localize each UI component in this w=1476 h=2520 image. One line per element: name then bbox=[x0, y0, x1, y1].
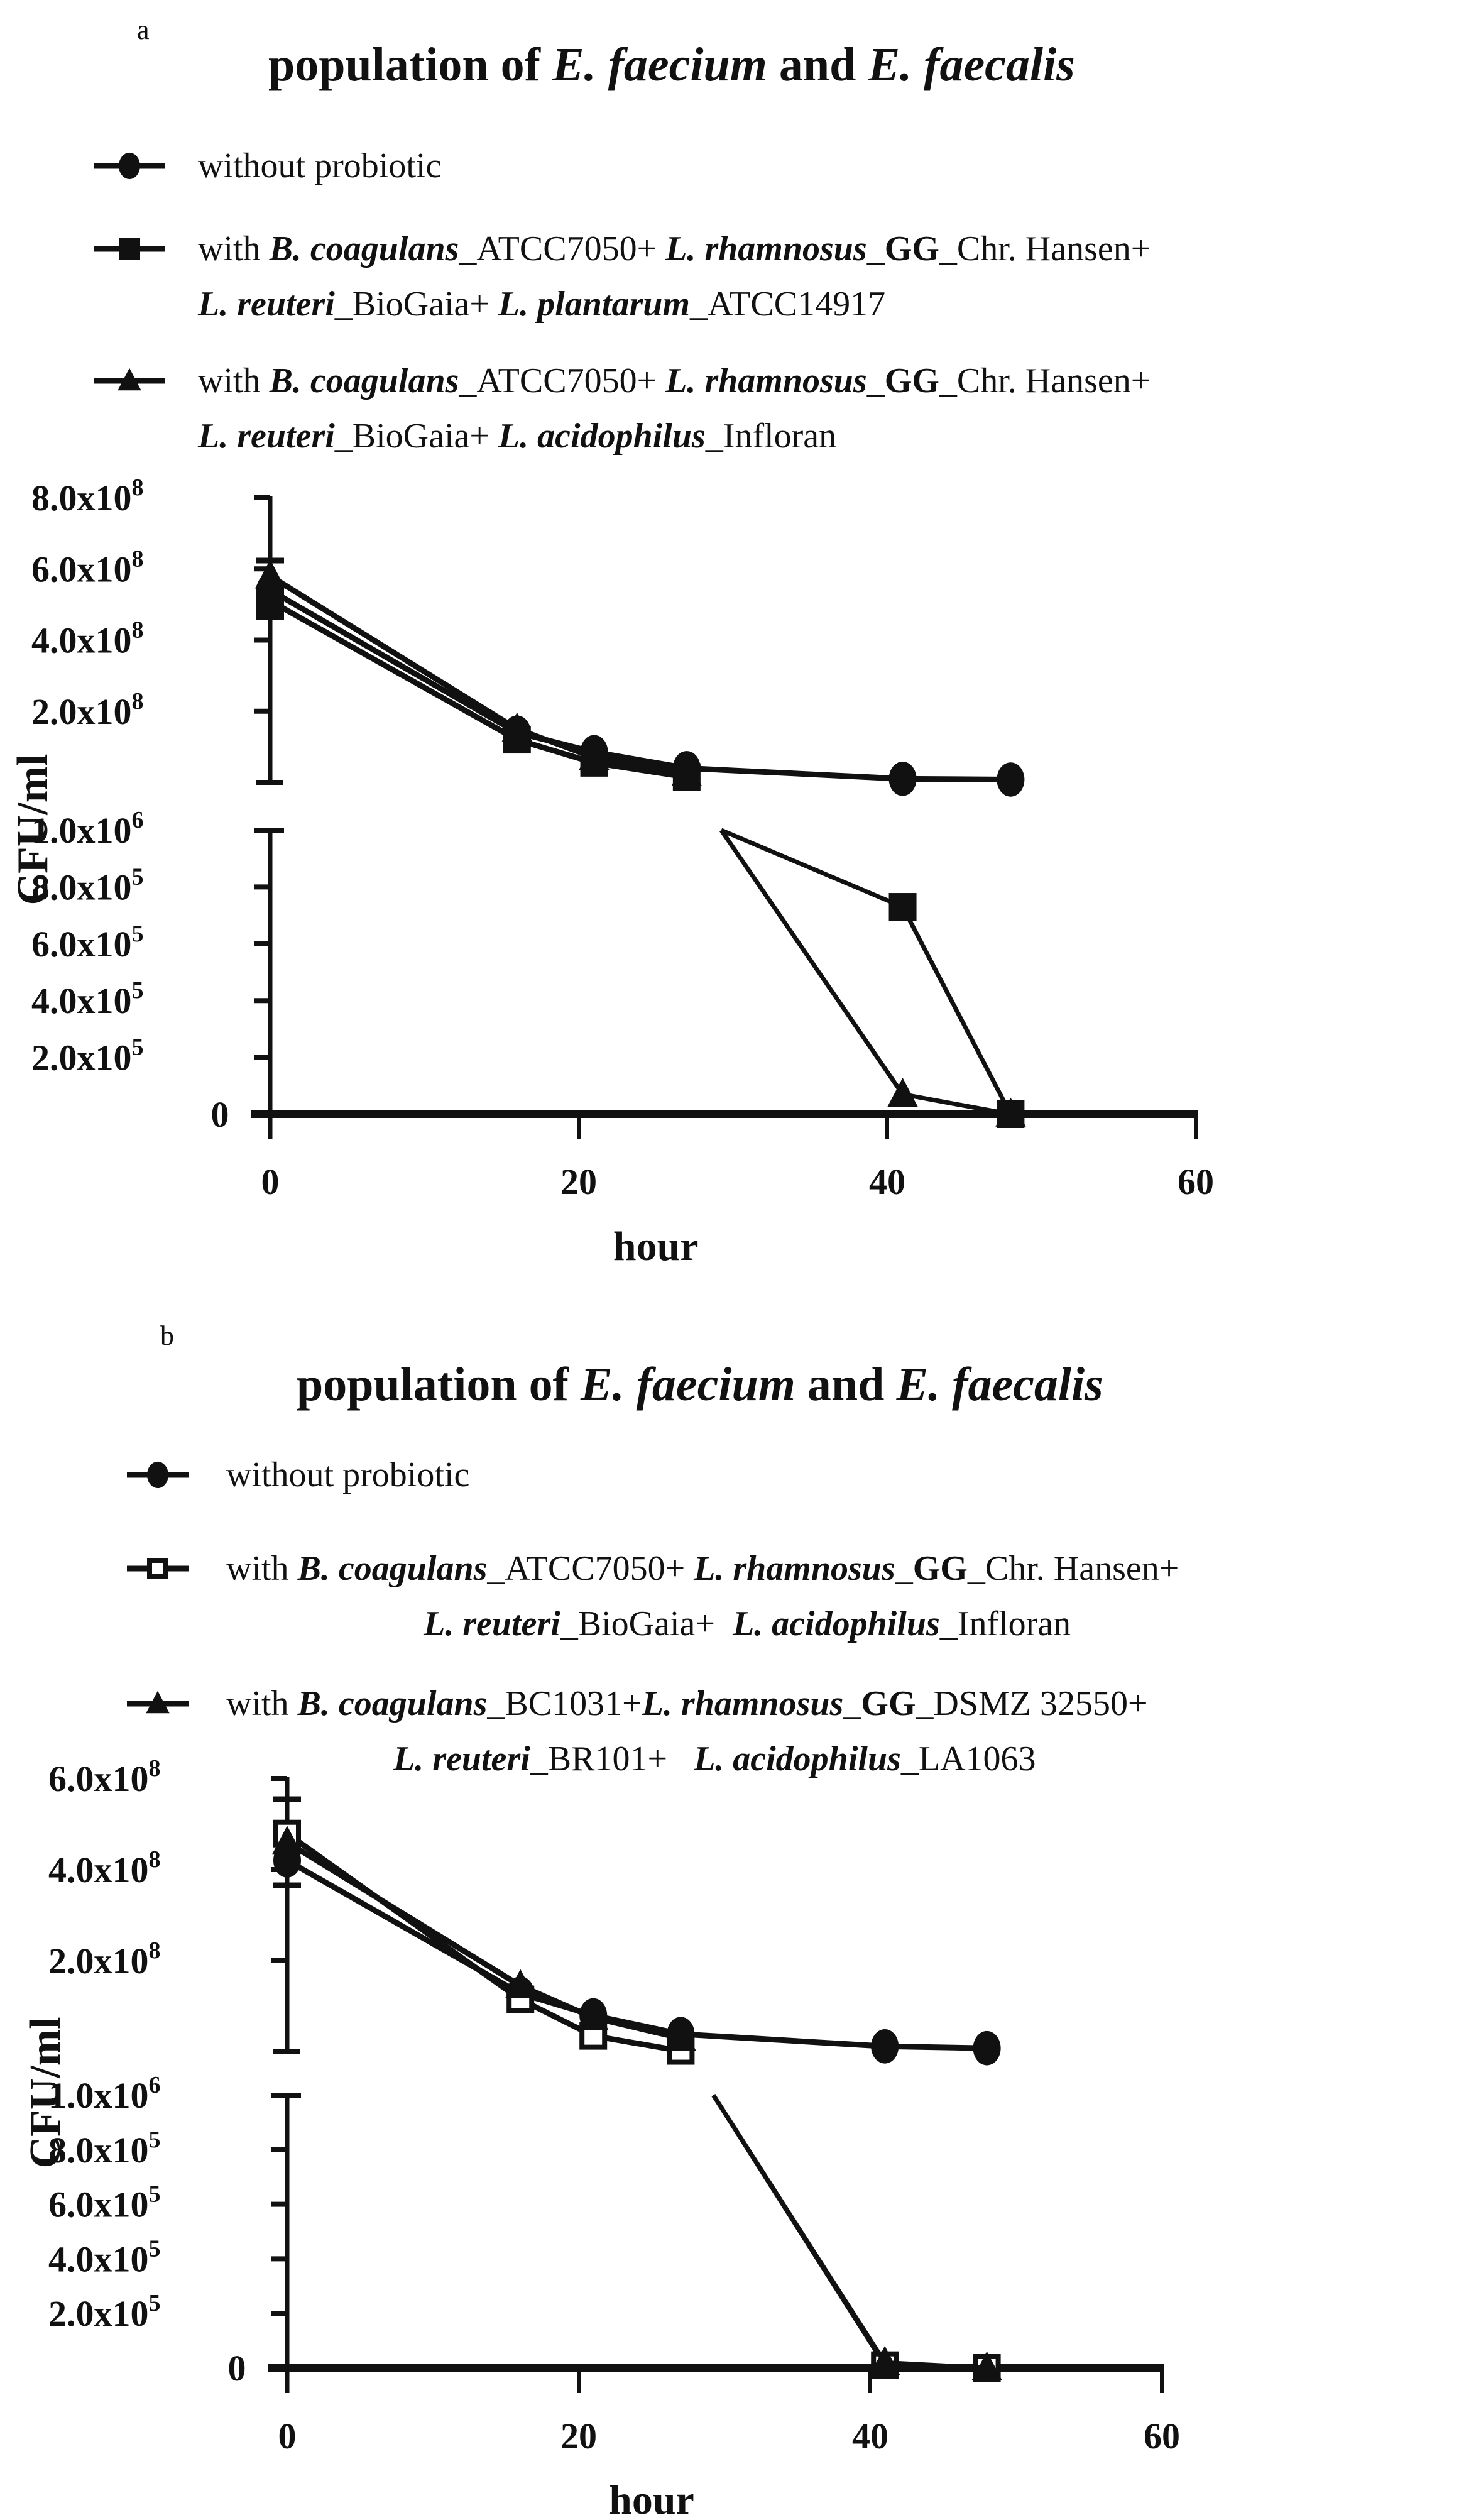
legend-text: _BioGaia+ bbox=[560, 1604, 733, 1643]
legend-text: with bbox=[226, 1549, 298, 1588]
title-part: E. faecalis bbox=[896, 1358, 1103, 1411]
x-tick-label: 60 bbox=[1178, 1161, 1214, 1202]
series-line bbox=[287, 1834, 987, 2368]
y-tick-label: $6.0x10^8$ bbox=[48, 1755, 161, 1799]
legend-text: _Chr. Hansen+ bbox=[967, 1549, 1179, 1588]
legend-text: _ bbox=[866, 229, 885, 268]
panel-letter: b bbox=[160, 1320, 174, 1351]
legend-text: _ATCC14917 bbox=[689, 285, 886, 324]
title-part: population of bbox=[297, 1358, 581, 1411]
legend-text: L. reuteri bbox=[424, 1604, 560, 1643]
y-tick-label: $4.0x10^5$ bbox=[48, 2235, 161, 2280]
legend-text: B. coagulans bbox=[297, 1549, 488, 1588]
x-tick-label: 0 bbox=[261, 1161, 280, 1202]
legend-text: B. coagulans bbox=[269, 229, 459, 268]
legend-text: L. reuteri bbox=[198, 417, 335, 456]
x-tick-label: 20 bbox=[560, 1161, 597, 1202]
x-tick-label: 20 bbox=[560, 2416, 597, 2457]
legend-text: _Infloran bbox=[939, 1604, 1071, 1643]
x-tick-label: 40 bbox=[869, 1161, 905, 1202]
y-tick-label: $2.0x10^5$ bbox=[48, 2290, 161, 2335]
y-tick-label: $6.0x10^8$ bbox=[31, 545, 144, 590]
x-axis bbox=[268, 2368, 1180, 2520]
y-tick-label: $6.0x10^5$ bbox=[31, 920, 144, 965]
legend-text: GG bbox=[884, 229, 939, 268]
legend-text: with bbox=[226, 1684, 298, 1723]
legend-text: GG bbox=[884, 361, 939, 400]
y-tick-label: $4.0x10^8$ bbox=[48, 1846, 161, 1890]
y-axis-upper bbox=[48, 1755, 300, 2054]
legend-text: with bbox=[198, 361, 270, 400]
y-tick-label: $1.0x10^6$ bbox=[48, 2072, 161, 2116]
y-axis-label: CFU/ml bbox=[9, 753, 57, 906]
legend-text: _Chr. Hansen+ bbox=[939, 229, 1151, 268]
legend-text: L. rhamnosus bbox=[665, 361, 867, 400]
x-axis-label: hour bbox=[609, 2477, 694, 2520]
x-tick-label: 0 bbox=[278, 2416, 297, 2457]
legend-text: without probiotic bbox=[226, 1455, 470, 1494]
legend-text: L. acidophilus bbox=[694, 1739, 901, 1778]
legend-text: B. coagulans bbox=[269, 361, 459, 400]
legend-text: _ bbox=[895, 1549, 913, 1588]
legend-text: _ bbox=[843, 1684, 861, 1723]
legend-text: GG bbox=[861, 1684, 916, 1723]
legend-text: L. reuteri bbox=[198, 285, 335, 324]
legend-text: _BR101+ bbox=[530, 1739, 694, 1778]
title-part: population of bbox=[268, 38, 552, 91]
legend-text: _ATCC7050+ bbox=[487, 1549, 694, 1588]
x-tick-label: 60 bbox=[1144, 2416, 1180, 2457]
legend-text: _Infloran bbox=[705, 417, 837, 456]
y-tick-label: $8.0x10^8$ bbox=[31, 474, 144, 518]
y-axis-lower bbox=[48, 2072, 301, 2393]
legend-text: B. coagulans bbox=[297, 1684, 488, 1723]
y-axis-label: CFU/ml bbox=[21, 2017, 70, 2169]
series-line bbox=[287, 1861, 987, 2049]
data-point-circle-icon bbox=[871, 2029, 899, 2064]
legend-text: GG bbox=[912, 1549, 968, 1588]
y-tick-label: $6.0x10^5$ bbox=[48, 2181, 161, 2225]
legend-text: L. reuteri bbox=[393, 1739, 530, 1778]
y-tick-label: $2.0x10^8$ bbox=[48, 1937, 161, 1981]
legend-text: _DSMZ 32550+ bbox=[916, 1684, 1148, 1723]
legend-text: without probiotic bbox=[198, 146, 442, 185]
title-part: and bbox=[795, 1358, 897, 1411]
legend-text: _ bbox=[866, 361, 885, 400]
legend-text: _BioGaia+ bbox=[334, 285, 498, 324]
title-part: and bbox=[767, 38, 868, 91]
title-part: E. faecalis bbox=[868, 38, 1075, 91]
legend-text: L. rhamnosus bbox=[642, 1684, 844, 1723]
y-tick-label: $2.0x10^5$ bbox=[31, 1034, 144, 1078]
y-tick-label: $4.0x10^5$ bbox=[31, 977, 144, 1022]
legend-text: L. acidophilus bbox=[732, 1604, 940, 1643]
y-tick-label: $8.0x10^5$ bbox=[31, 863, 144, 908]
legend-text: _ATCC7050+ bbox=[459, 361, 666, 400]
legend-text: with bbox=[198, 229, 270, 268]
title-part: E. faecium bbox=[552, 38, 767, 91]
y-tick-label: 0 bbox=[227, 2348, 246, 2389]
data-point-circle-icon bbox=[973, 2031, 1001, 2066]
x-axis-label: hour bbox=[613, 1224, 699, 1269]
legend-text: _BioGaia+ bbox=[334, 417, 498, 456]
legend-text: L. rhamnosus bbox=[665, 229, 867, 268]
legend-text: _LA1063 bbox=[900, 1739, 1036, 1778]
y-tick-label: $8.0x10^5$ bbox=[48, 2126, 161, 2171]
y-tick-label: $1.0x10^6$ bbox=[31, 807, 144, 851]
legend-text: _ATCC7050+ bbox=[459, 229, 666, 268]
legend-text: L. rhamnosus bbox=[694, 1549, 895, 1588]
title-part: E. faecium bbox=[580, 1358, 795, 1411]
legend-text: L. plantarum bbox=[498, 285, 690, 324]
y-tick-label: $2.0x10^8$ bbox=[31, 688, 144, 732]
y-tick-label: 0 bbox=[210, 1094, 229, 1135]
legend-text: _BC1031+ bbox=[487, 1684, 642, 1723]
legend-text: L. acidophilus bbox=[498, 417, 706, 456]
legend-text: _Chr. Hansen+ bbox=[939, 361, 1151, 400]
y-tick-label: $4.0x10^8$ bbox=[31, 616, 144, 661]
x-tick-label: 40 bbox=[852, 2416, 888, 2457]
panel-letter: a bbox=[137, 14, 150, 45]
